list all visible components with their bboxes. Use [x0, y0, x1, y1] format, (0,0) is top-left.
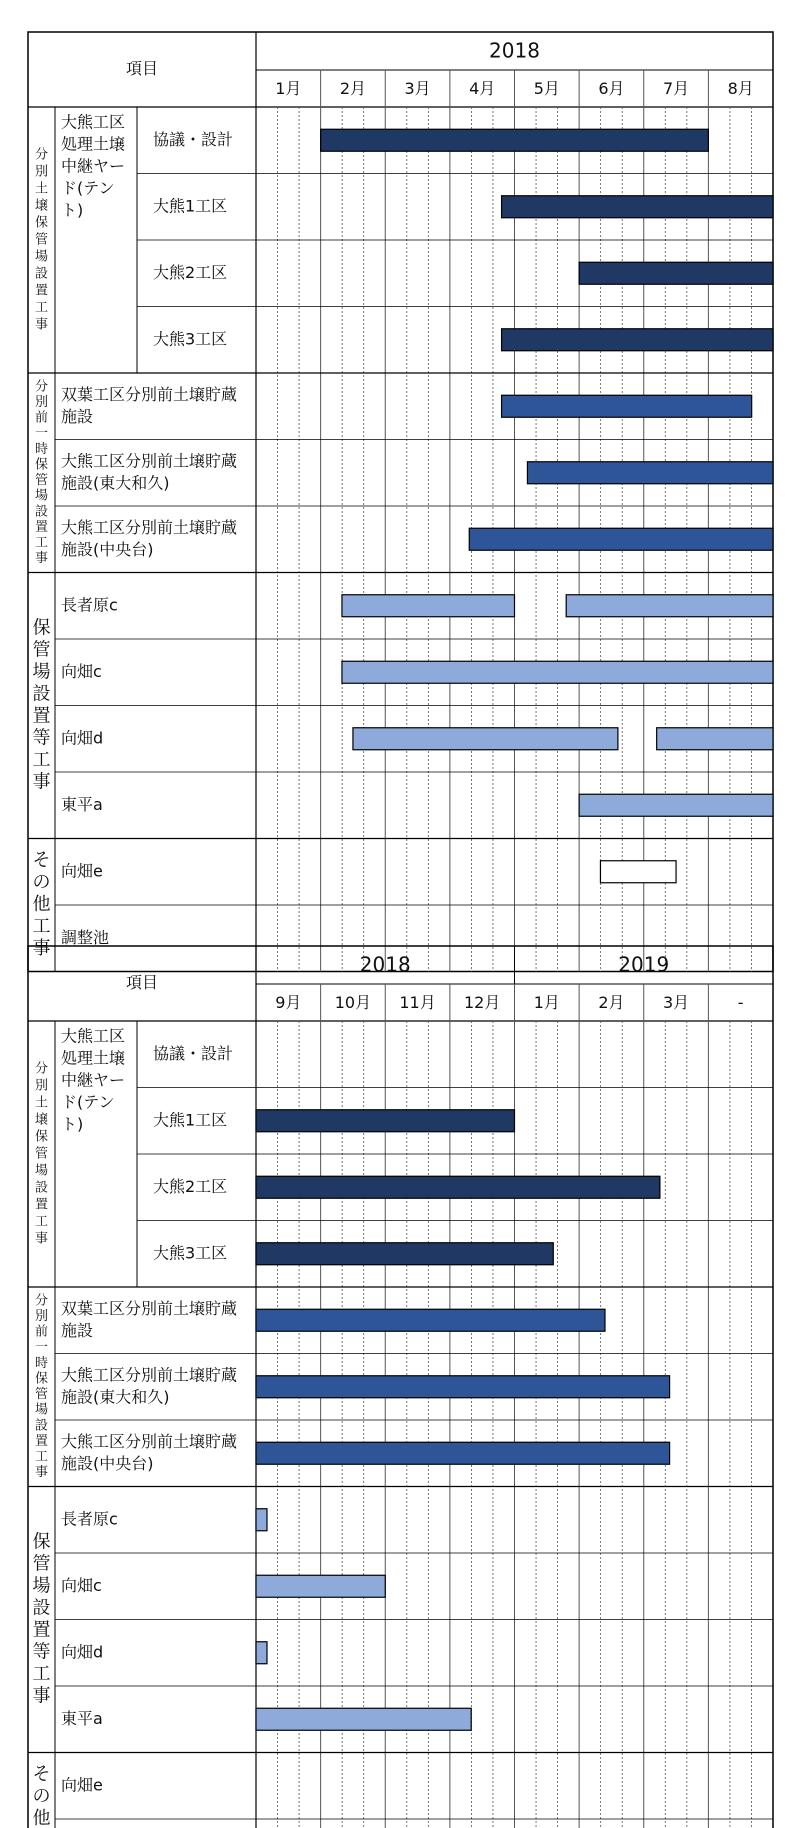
month-label: 1月: [275, 79, 302, 98]
section-label-char: 分: [34, 147, 49, 163]
row-label: 施設(中央台): [61, 539, 154, 559]
subgroup-label-line: 大熊工区: [61, 1026, 126, 1046]
header-label: 項目: [125, 59, 159, 78]
section-label-char: の: [32, 872, 51, 893]
section-label-char: 場: [34, 488, 49, 504]
month-label: 2月: [598, 993, 625, 1012]
section-label-char: 別: [34, 394, 49, 410]
section-label-char: 管: [34, 1146, 49, 1162]
row-label: 協議・設計: [153, 1043, 234, 1063]
section-label-char: 保: [32, 1531, 51, 1553]
row-label: 双葉工区分別前土壌貯蔵: [61, 384, 238, 404]
row-label: 施設: [61, 406, 94, 426]
section-label-char: 設: [34, 266, 49, 282]
section-label-char: 時: [34, 1355, 49, 1371]
gantt-bar: [256, 1376, 670, 1398]
gantt-bar: [527, 462, 773, 484]
month-label: 4月: [469, 79, 496, 98]
section-label-char: 置: [34, 1197, 49, 1213]
month-label: 9月: [275, 993, 302, 1012]
year-label: 2019: [618, 952, 670, 977]
row-label: 向畑e: [61, 1775, 103, 1795]
section-label-char: 工: [34, 300, 49, 316]
gantt-bar: [566, 595, 773, 617]
gantt-bar: [502, 395, 752, 417]
gantt-bar: [256, 1176, 660, 1198]
section-label-char: 管: [34, 232, 49, 248]
row-label: 長者原c: [61, 1509, 118, 1529]
section-label-char: 保: [34, 1371, 49, 1387]
row-label: 施設(中央台): [61, 1453, 154, 1473]
section-label-char: 設: [34, 504, 49, 520]
gantt-bar: [256, 1642, 267, 1664]
row-label: 協議・設計: [153, 129, 234, 149]
row-label: 大熊3工区: [153, 329, 228, 349]
section-label-char: そ: [32, 1764, 51, 1785]
section-label-char: 他: [32, 894, 51, 915]
section-label-char: 保: [32, 617, 51, 639]
month-label: -: [737, 993, 744, 1012]
section-label-char: 前: [34, 410, 49, 426]
month-label: 12月: [464, 993, 501, 1012]
gantt-bar: [353, 728, 618, 750]
row-label: 東平a: [61, 1708, 103, 1728]
row-label: 大熊工区分別前土壌貯蔵: [61, 1431, 238, 1451]
month-label: 2月: [339, 79, 367, 98]
section-label-char: 事: [32, 1685, 51, 1707]
month-label: 5月: [533, 79, 560, 98]
section-label-char: 場: [34, 1163, 49, 1179]
subgroup-label-line: ト): [61, 200, 84, 220]
subgroup-label-line: 中継ヤー: [61, 1070, 126, 1090]
section-label-char: 管: [34, 1387, 49, 1403]
row-label: 調整池: [61, 927, 110, 947]
section-label-char: 場: [32, 661, 51, 683]
month-label: 8月: [727, 79, 754, 98]
gantt-bar: [469, 528, 773, 550]
section-label-char: 工: [32, 749, 51, 771]
gantt-bar: [256, 1708, 471, 1730]
section-label-char: 工: [34, 535, 49, 551]
month-label: 1月: [533, 993, 560, 1012]
subgroup-label-line: 大熊工区: [61, 112, 126, 132]
section-label-char: そ: [32, 850, 51, 871]
section-label-char: 管: [32, 1553, 51, 1575]
section-label-char: 保: [34, 1129, 49, 1145]
section-label-char: 置: [34, 1433, 49, 1449]
section-label-char: 置: [32, 705, 51, 727]
row-label: 大熊1工区: [153, 1110, 228, 1130]
subgroup-label-line: 処理土壌: [61, 1048, 126, 1068]
section-label-char: 一: [34, 426, 49, 442]
section-label-char: 設: [34, 1180, 49, 1196]
month-label: 3月: [662, 993, 690, 1012]
section-label-char: 前: [34, 1324, 49, 1340]
section-label-char: 設: [32, 1597, 51, 1619]
gantt-bar: [256, 1442, 670, 1464]
section-label-char: 置: [34, 519, 49, 535]
section-label-char: 保: [34, 457, 49, 473]
row-label: 施設(東大和久): [61, 473, 170, 493]
gantt-bar: [502, 196, 773, 218]
subgroup-label-line: ド(テン: [61, 1092, 115, 1112]
row-label: 施設(東大和久): [61, 1387, 170, 1407]
section-label-char: 場: [34, 1402, 49, 1418]
year-label: 2018: [489, 38, 540, 63]
section-label-char: 工: [34, 1214, 49, 1230]
section-label-char: 事: [32, 771, 51, 793]
section-label-char: 保: [34, 215, 49, 231]
subgroup-label-line: ド(テン: [61, 178, 115, 198]
row-label: 向畑d: [61, 728, 104, 748]
subgroup-label-line: 中継ヤー: [61, 156, 126, 176]
section-label-char: 壌: [34, 198, 49, 214]
section-label-char: 事: [32, 938, 51, 959]
section-label-char: 別: [34, 1308, 49, 1324]
gantt-bar: [579, 794, 773, 816]
section-label-char: 時: [34, 441, 49, 457]
gantt-bar: [256, 1110, 515, 1132]
section-label-char: 別: [34, 1078, 49, 1094]
section-label-char: 等: [32, 1641, 51, 1663]
row-label: 大熊2工区: [153, 262, 228, 282]
section-label-char: 置: [32, 1619, 51, 1641]
gantt-bar: [256, 1509, 267, 1531]
section-label-char: 分: [34, 1293, 49, 1309]
section-label-char: 管: [32, 639, 51, 661]
section-label-char: 土: [34, 1095, 49, 1111]
row-label: 大熊工区分別前土壌貯蔵: [61, 1365, 238, 1385]
row-label: 大熊2工区: [153, 1176, 228, 1196]
section-label-char: 分: [34, 1061, 49, 1077]
section-label-char: 一: [34, 1340, 49, 1356]
row-label: 向畑c: [61, 661, 102, 681]
gantt-bar: [256, 1243, 553, 1265]
row-label: 大熊1工区: [153, 196, 228, 216]
section-label-char: 工: [32, 916, 51, 937]
section-label-char: 工: [32, 1663, 51, 1685]
row-label: 双葉工区分別前土壌貯蔵: [61, 1298, 238, 1318]
row-label: 向畑d: [61, 1642, 104, 1662]
month-label: 3月: [404, 79, 431, 98]
section-label-char: 場: [32, 1575, 51, 1597]
month-label: 11月: [399, 993, 436, 1012]
month-label: 6月: [598, 79, 625, 98]
section-label-char: 設: [32, 683, 51, 705]
row-label: 向畑e: [61, 861, 103, 881]
gantt-chart-2018-sep-2019-mar: [0, 914, 800, 1828]
gantt-bar: [342, 595, 515, 617]
table-frame: [28, 32, 773, 972]
section-label-char: 置: [34, 283, 49, 299]
section-label-char: 分: [34, 379, 49, 395]
section-label-char: 等: [32, 727, 51, 749]
gantt-bar: [579, 262, 773, 284]
month-label: 10月: [334, 993, 372, 1012]
subgroup-label-line: ト): [61, 1114, 84, 1134]
row-label: 東平a: [61, 794, 103, 814]
section-label-char: 事: [34, 551, 49, 567]
section-label-char: 工: [34, 1449, 49, 1465]
section-label-char: 設: [34, 1418, 49, 1434]
subgroup-label-line: 処理土壌: [61, 134, 126, 154]
section-label-char: 事: [34, 1465, 49, 1481]
row-label: 大熊工区分別前土壌貯蔵: [61, 517, 238, 537]
header-label: 項目: [125, 973, 159, 992]
section-label-char: 事: [34, 1231, 49, 1247]
year-label: 2018: [359, 952, 411, 977]
row-label: 向畑c: [61, 1575, 102, 1595]
section-label-char: 別: [34, 164, 49, 180]
section-label-char: 土: [34, 181, 49, 197]
month-label: 7月: [662, 79, 690, 98]
gantt-bar: [657, 728, 773, 750]
gantt-bar: [256, 1575, 385, 1597]
section-label-char: 他: [32, 1808, 51, 1828]
gantt-bar: [502, 329, 773, 351]
section-label-char: の: [32, 1786, 51, 1807]
gantt-bar: [342, 661, 773, 683]
gantt-bar: [321, 129, 709, 151]
section-label-char: 管: [34, 473, 49, 489]
section-label-char: 場: [34, 249, 49, 265]
gantt-bar: [600, 861, 676, 883]
section-label-char: 事: [34, 317, 49, 333]
row-label: 大熊工区分別前土壌貯蔵: [61, 451, 238, 471]
row-label: 長者原c: [61, 595, 118, 615]
section-label-char: 壌: [34, 1112, 49, 1128]
gantt-bar: [256, 1309, 605, 1331]
row-label: 大熊3工区: [153, 1243, 228, 1263]
row-label: 施設: [61, 1320, 94, 1340]
